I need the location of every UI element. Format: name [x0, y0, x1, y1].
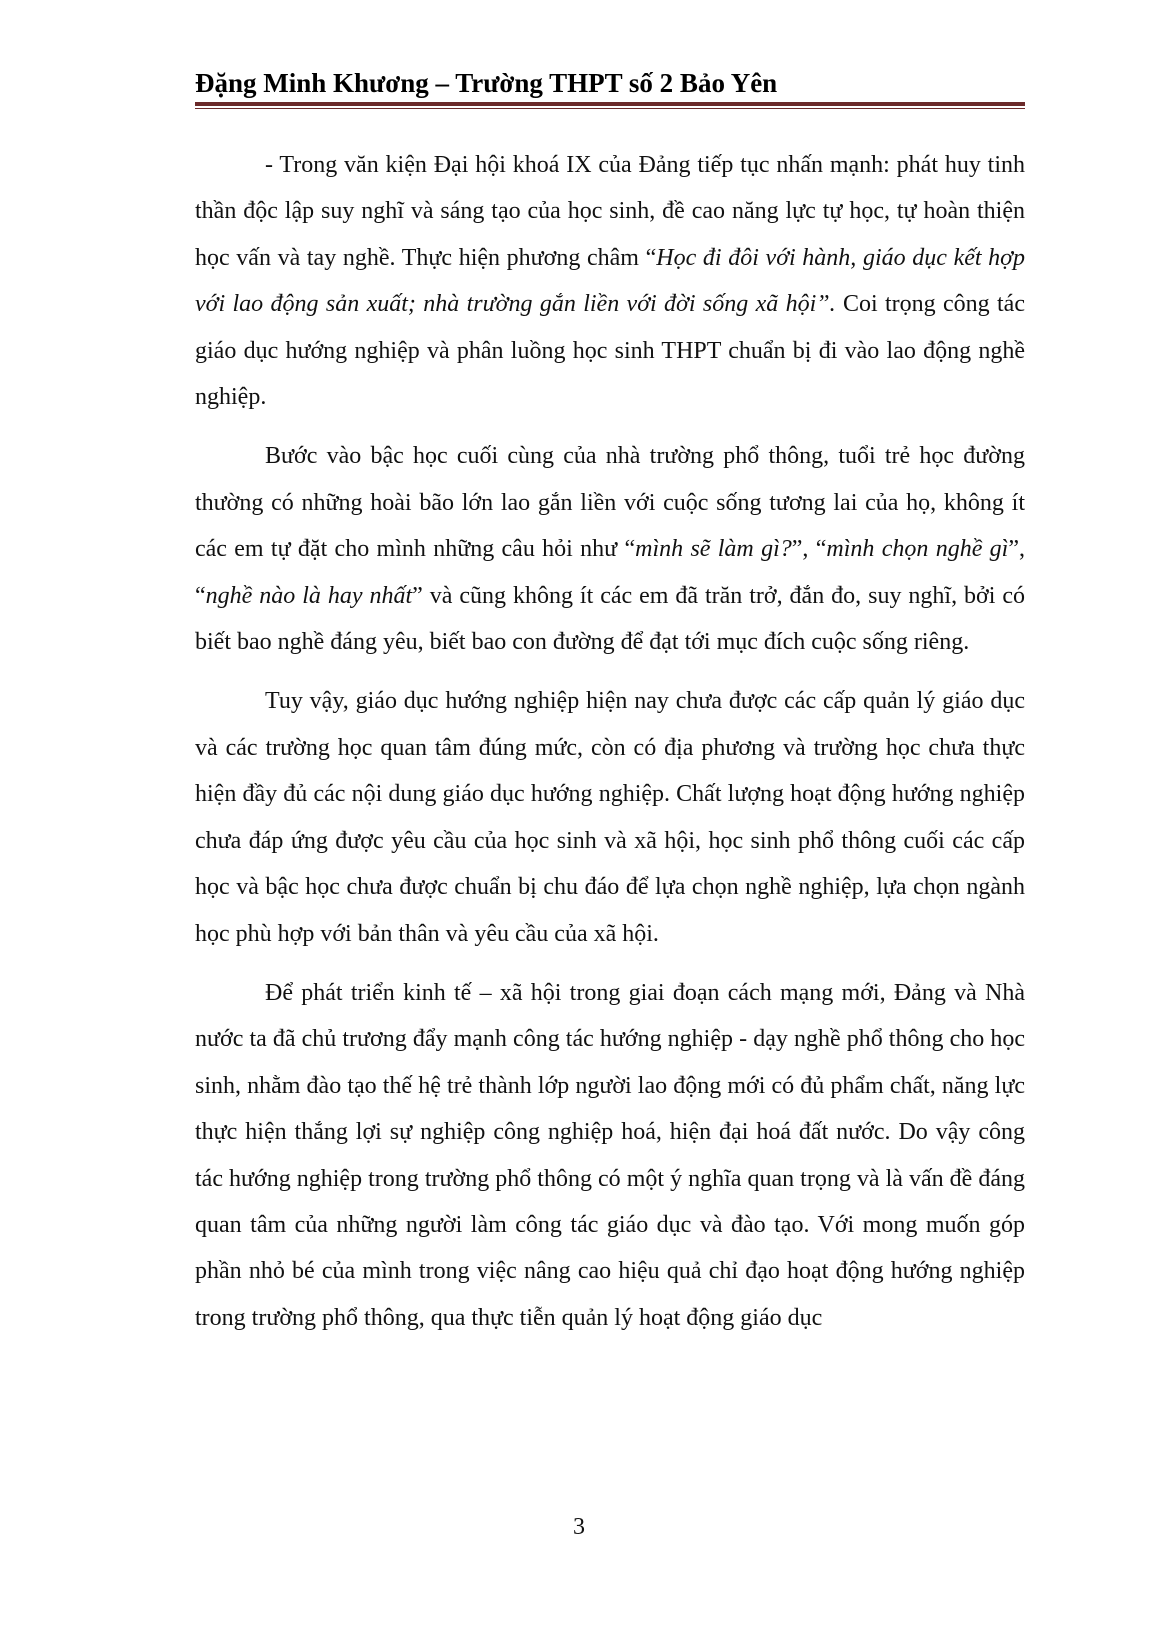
paragraph-2-question-2: mình chọn nghề gì — [826, 536, 1009, 563]
paragraph-1-quote-italic: Học đi đôi với hành, giáo dục kết hợp với lao động sản xuất; nhà trường gắn liền với đời sống xã hội”. — [195, 244, 1025, 318]
paragraph-2-text-a: Bước vào bậc học cuối cùng của nhà trường phổ thông, tuổi trẻ học đường thường có những hoài bão lớn lao gắn liền với cuộc sống tương lai của họ, không ít các em tự đặt cho mình những câu hỏi như “ — [195, 443, 1025, 563]
paragraph-2-text-g: ” và cũng không ít các em đã trăn trở, đắn đo, suy nghĩ, bởi có biết bao nghề đáng yêu, biết bao con đường để đạt tới mục đích cuộc sống riêng. — [195, 582, 1026, 656]
page-number: 3 — [573, 1514, 585, 1540]
paragraph-1-text-c: Coi trọng công tác giáo dục hướng nghiệp và phân luồng học sinh THPT chuẩn bị đi vào lao động nghề nghiệp. — [195, 291, 1025, 411]
paragraph-2 — [195, 433, 1025, 665]
paragraph-2-question-1: mình sẽ làm gì? — [635, 536, 792, 563]
header-title: Đặng Minh Khương – Trường THPT số 2 Bảo Yên — [195, 68, 778, 98]
header-rule-thin — [195, 108, 1025, 109]
paragraph-1 — [195, 142, 1025, 420]
page-header — [195, 66, 1025, 109]
paragraph-2-sep-2: ”, “ — [195, 536, 1026, 609]
header-rule-thick — [195, 102, 1025, 106]
paragraph-2-question-3: nghề nào là hay nhất — [205, 582, 413, 609]
paragraph-3: Tuy vậy, giáo dục hướng nghiệp hiện nay chưa được các cấp quản lý giáo dục và các trường học quan tâm đúng mức, còn có địa phương và trường học chưa thực hiện đầy đủ các nội dung giáo dục hướng nghiệp. Chất lượng hoạt động hướng nghiệp chưa đáp ứng được yêu cầu của học sinh và xã hội, học sinh phổ thông cuối các cấp học và bậc học chưa được chuẩn bị chu đáo để lựa chọn nghề nghiệp, lựa chọn ngành học phù hợp với bản thân và yêu cầu của xã hội. — [195, 688, 1025, 947]
paragraph-4: Để phát triển kinh tế – xã hội trong giai đoạn cách mạng mới, Đảng và Nhà nước ta đã chủ trương đẩy mạnh công tác hướng nghiệp - dạy nghề phổ thông cho học sinh, nhằm đào tạo thế hệ trẻ thành lớp người lao động mới có đủ phẩm chất, năng lực thực hiện thắng lợi sự nghiệp công nghiệp hoá, hiện đại hoá đất nước. Do vậy công tác hướng nghiệp trong trường phổ thông có một ý nghĩa quan trọng và là vấn đề đáng quan tâm của những người làm công tác giáo dục và đào tạo. Với mong muốn góp phần nhỏ bé của mình trong việc nâng cao hiệu quả chỉ đạo hoạt động hướng nghiệp trong trường phổ thông, qua thực tiễn quản lý hoạt động giáo dục — [195, 979, 1025, 1331]
paragraph-1-text-a: - Trong văn kiện Đại hội khoá IX của Đảng tiếp tục nhấn mạnh: phát huy tinh thần độc lập suy nghĩ và sáng tạo của học sinh, đề cao năng lực tự học, tự hoàn thiện học vấn và tay nghề. Thực hiện phương châm “ — [195, 152, 1025, 271]
document-body — [195, 142, 1025, 1341]
paragraph-2-sep-1: ”, “ — [791, 536, 827, 563]
